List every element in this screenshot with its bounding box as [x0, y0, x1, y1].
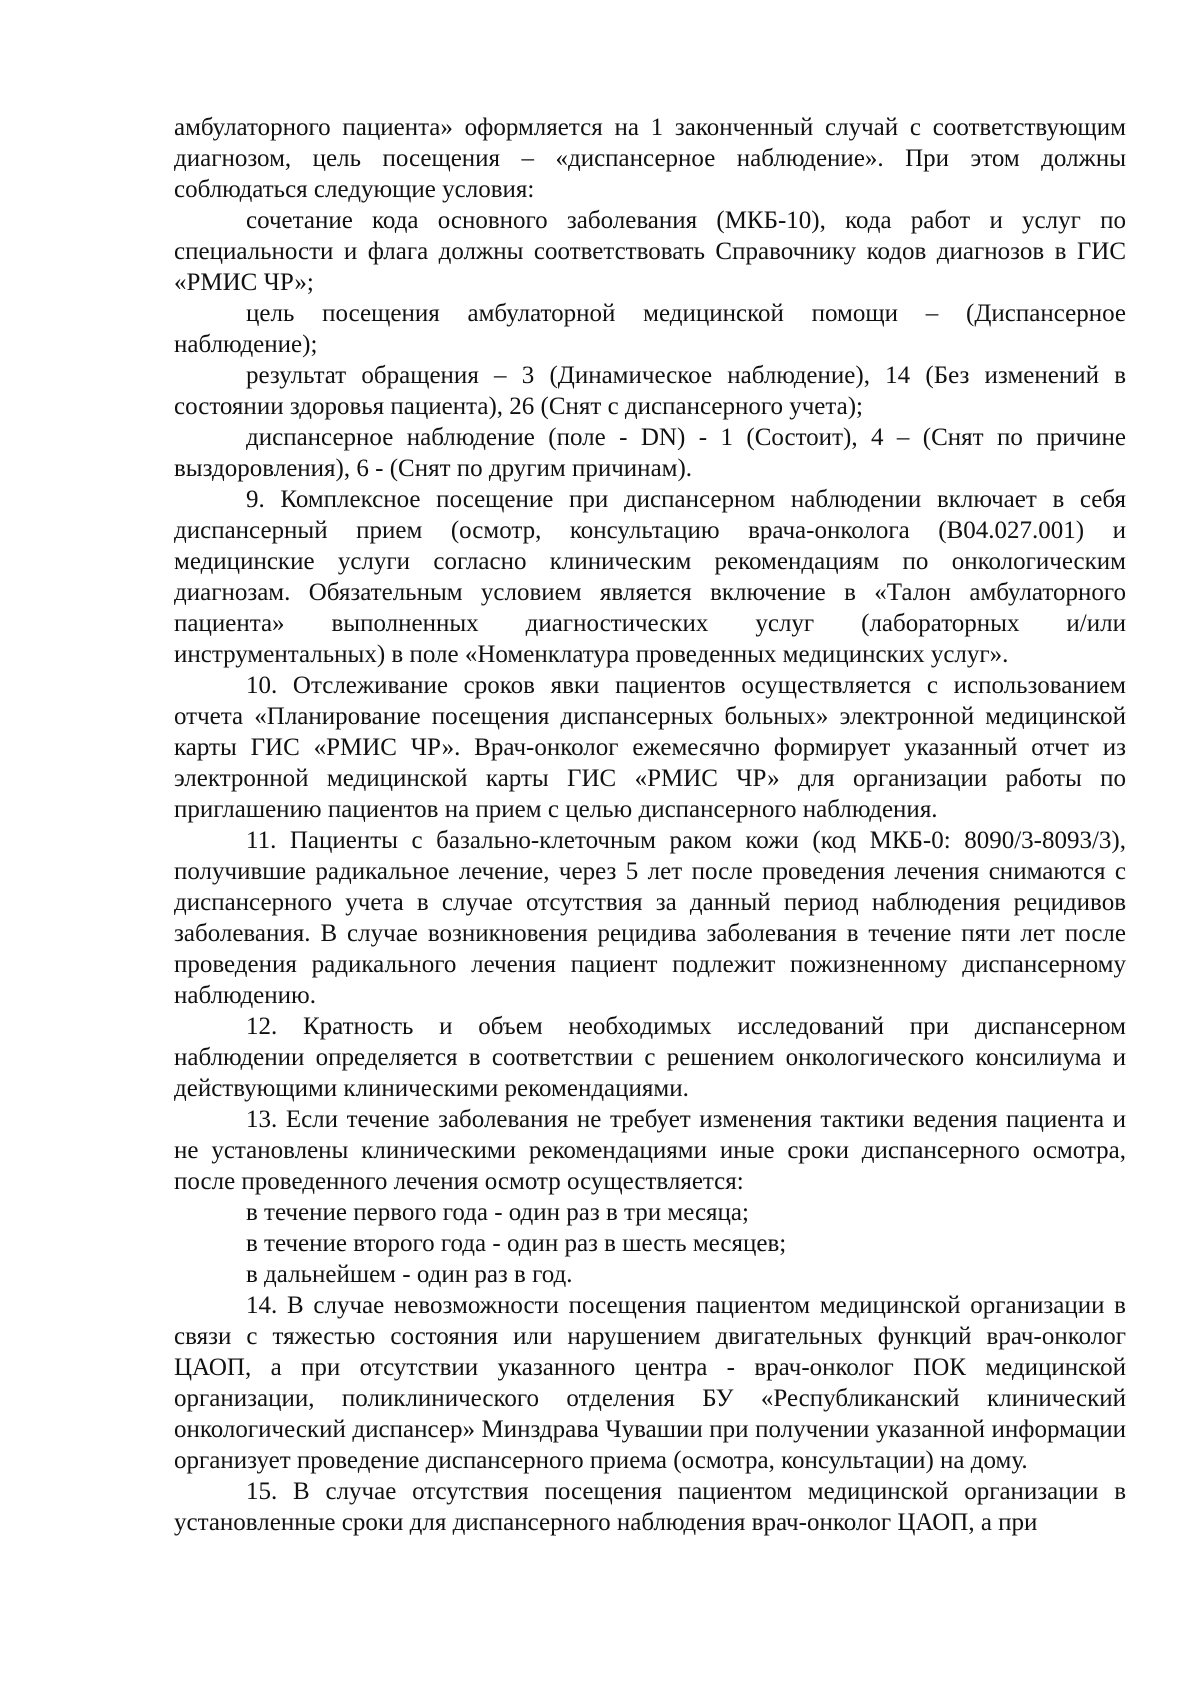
condition-icd-code: сочетание кода основного заболевания (МКБ-10), кода работ и услуг по специальности и флага должны соответствовать Справочнику кодов диагнозов в ГИС «РМИС ЧР»;: [174, 207, 1126, 296]
schedule-further: в дальнейшем - один раз в год.: [246, 1261, 573, 1288]
paragraph-10: 10. Отслеживание сроков явки пациентов осуществляется с использованием отчета «Планирование посещения диспансерных больных» электронной медицинской карты ГИС «РМИС ЧР». Врач-онколог ежемесячно формирует указанный отчет из электронной медицинской карты ГИС «РМИС ЧР» для организации работы по приглашению пациентов на прием с целью диспансерного наблюдения.: [174, 672, 1126, 823]
schedule-second-year: в течение второго года - один раз в шесть месяцев;: [246, 1230, 787, 1257]
paragraph-12: 12. Кратность и объем необходимых исследований при диспансерном наблюдении определяется в соответствии с решением онкологического консилиума и действующими клиническими рекомендациями.: [174, 1013, 1126, 1102]
paragraph-9: 9. Комплексное посещение при диспансерном наблюдении включает в себя диспансерный прием (осмотр, консультацию врача-онколога (В04.027.001) и медицинские услуги согласно клиническим рекомендациям по онкологическим диагнозам. Обязательным условием является включение в «Талон амбулаторного пациента» выполненных диагностических услуг (лабораторных и/или инструментальных) в поле «Номенклатура проведенных медицинских услуг».: [174, 486, 1126, 668]
paragraph-11: 11. Пациенты с базально-клеточным раком кожи (код МКБ-0: 8090/3-8093/3), получившие радикальное лечение, через 5 лет после проведения лечения снимаются с диспансерного учета в случае отсутствия за данный период наблюдения рецидивов заболевания. В случае возникновения рецидива заболевания в течение пяти лет после проведения радикального лечения пациент подлежит пожизненному диспансерному наблюдению.: [174, 827, 1126, 1009]
condition-visit-purpose: цель посещения амбулаторной медицинской помощи – (Диспансерное наблюдение);: [174, 300, 1126, 358]
paragraph-15: 15. В случае отсутствия посещения пациентом медицинской организации в установленные сроки для диспансерного наблюдения врач-онколог ЦАОП, а при: [174, 1478, 1126, 1536]
condition-dn-field: диспансерное наблюдение (поле - DN) - 1 (Состоит), 4 – (Снят по причине выздоровления), 6 - (Снят по другим причинам).: [174, 424, 1126, 482]
paragraph-14: 14. В случае невозможности посещения пациентом медицинской организации в связи с тяжестью состояния или нарушением двигательных функций врач-онколог ЦАОП, а при отсутствии указанного центра - врач-онколог ПОК медицинской организации, поликлинического отделения БУ «Республиканский клинический онкологический диспансер» Минздрава Чувашии при получении указанной информации организует проведение диспансерного приема (осмотра, консультации) на дому.: [174, 1292, 1126, 1474]
paragraph-13: 13. Если течение заболевания не требует изменения тактики ведения пациента и не установлены клиническими рекомендациями иные сроки диспансерного осмотра, после проведенного лечения осмотр осуществляется:: [174, 1106, 1126, 1195]
schedule-first-year: в течение первого года - один раз в три месяца;: [246, 1199, 749, 1226]
paragraph-continuation: амбулаторного пациента» оформляется на 1 законченный случай с соответствующим диагнозом, цель посещения – «диспансерное наблюдение». При этом должны соблюдаться следующие условия:: [174, 114, 1126, 203]
document-page: [174, 112, 1126, 1538]
condition-result: результат обращения – 3 (Динамическое наблюдение), 14 (Без изменений в состоянии здоровья пациента), 26 (Снят с диспансерного учета);: [174, 362, 1126, 420]
